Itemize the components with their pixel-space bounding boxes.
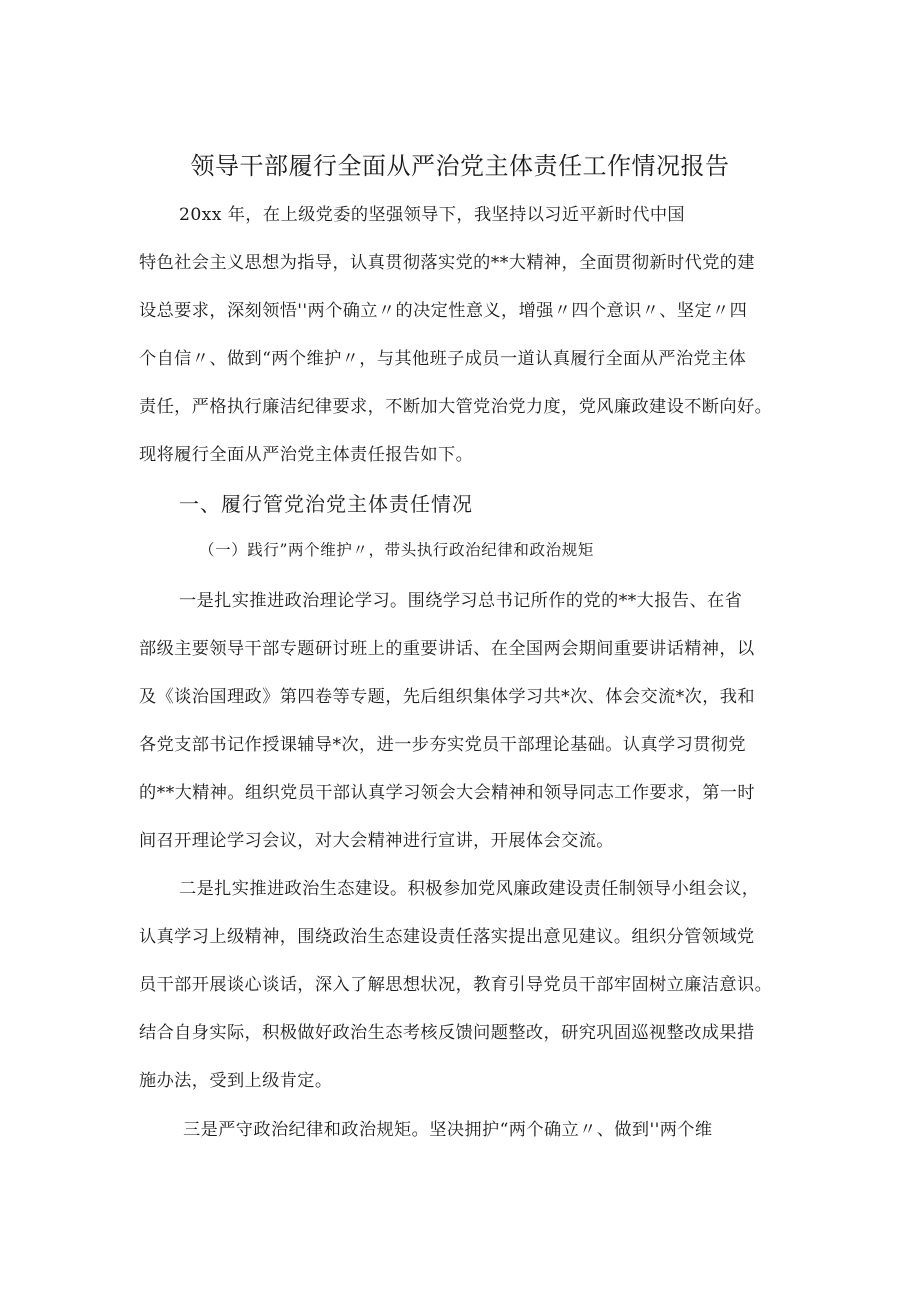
paragraph-line: 结合自身实际，积极做好政治生态考核反馈问题整改，研究巩固巡视整改成果措	[139, 1023, 755, 1043]
intro-line: 特色社会主义思想为指导，认真贯彻落实党的**大精神，全面贯彻新时代党的建	[139, 253, 755, 273]
paragraph-line: 员干部开展谈心谈话，深入了解思想状况，教育引导党员干部牢固树立廉洁意识。	[139, 975, 773, 995]
intro-line: 设总要求，深刻领悟''两个确立〃的决定性意义，增强〃四个意识〃、坚定〃四	[139, 301, 748, 321]
paragraph-line: 三是严守政治纪律和政治规矩。坚决拥护“两个确立〃、做到''两个维	[183, 1120, 713, 1140]
paragraph-line: 及《谈治国理政》第四卷等专题，先后组织集体学习共*次、体会交流*次，我和	[139, 687, 755, 707]
paragraph-line: 一是扎实推进政治理论学习。围绕学习总书记所作的党的**大报告、在省	[179, 591, 743, 611]
paragraph-line: 部级主要领导干部专题研讨班上的重要讲话、在全国两会期间重要讲话精神，以	[139, 639, 755, 659]
paragraph-line: 施办法，受到上级肯定。	[139, 1071, 333, 1091]
intro-line: 个自信〃、做到“两个维护〃，与其他班子成员一道认真履行全面从严治党主体	[139, 349, 747, 369]
paragraph-line: 各党支部书记作授课辅导*次，进一步夯实党员干部理论基础。认真学习贯彻党	[139, 735, 746, 755]
paragraph-line: 的**大精神。组织党员干部认真学习领会大会精神和领导同志工作要求，第一时	[139, 783, 755, 803]
intro-line: 现将履行全面从严治党主体责任报告如下。	[139, 445, 474, 465]
intro-line: 责任，严格执行廉洁纪律要求，不断加大管党治党力度，党风廉政建设不断向好。	[139, 397, 773, 417]
paragraph-line: 认真学习上级精神，围绕政治生态建设责任落实提出意见建议。组织分管领域党	[139, 927, 755, 947]
intro-line: 20xx 年，在上级党委的坚强领导下，我坚持以习近平新时代中国	[179, 205, 685, 225]
document-title: 领导干部履行全面从严治党主体责任工作情况报告	[190, 152, 730, 180]
paragraph-line: 间召开理论学习会议，对大会精神进行宣讲，开展体会交流。	[139, 831, 614, 851]
subsection-heading: （一）践行”两个维护〃，带头执行政治纪律和政治规矩	[199, 541, 594, 559]
paragraph-line: 二是扎实推进政治生态建设。积极参加党风廉政建设责任制领导小组会议，	[179, 879, 760, 899]
section-heading: 一、履行管党治党主体责任情况	[179, 492, 473, 516]
